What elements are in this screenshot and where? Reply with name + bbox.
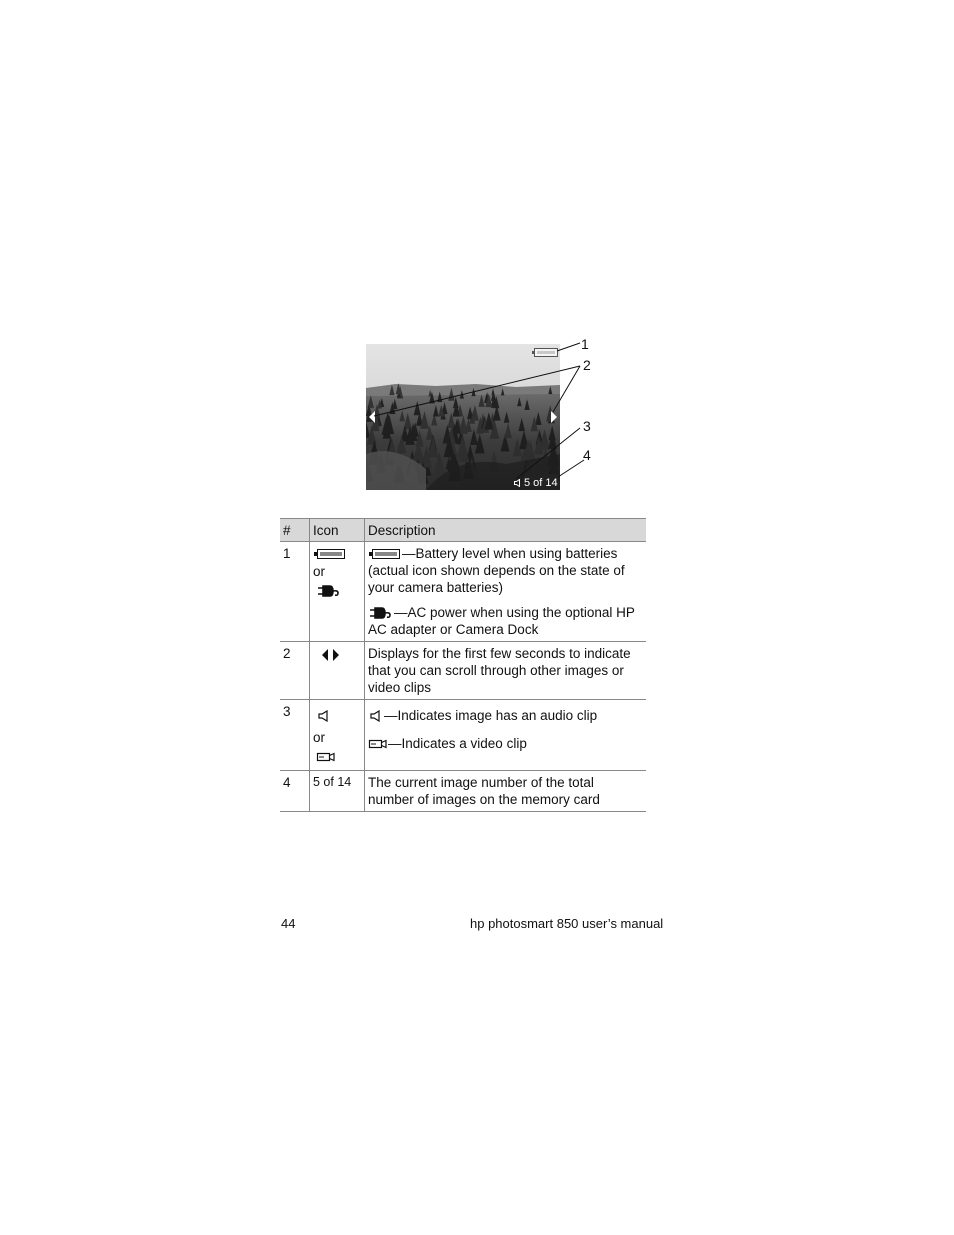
- row-icons: [310, 700, 365, 771]
- callout-3: 3: [583, 418, 591, 434]
- table-row: [280, 700, 646, 771]
- row-number: 3: [280, 700, 310, 771]
- row-icons: [310, 542, 365, 642]
- row-description: Displays for the first few seconds to indicate that you can scroll through other images or video clips: [365, 642, 647, 700]
- callout-2: 2: [583, 357, 591, 373]
- callout-4: 4: [583, 447, 591, 463]
- or-label: or: [313, 730, 326, 745]
- icon-legend-table: [280, 518, 646, 812]
- right-arrow-icon: [333, 649, 339, 661]
- table-row: [280, 642, 646, 700]
- table-row: [280, 771, 646, 812]
- row-icon-text: 5 of 14: [310, 771, 365, 812]
- row-description: —Battery level when using batteries (actual icon shown depends on the state of your camera batteries) —AC power when using the optional HP AC adapter or Camera Dock: [365, 542, 647, 642]
- header-icon: Icon: [310, 519, 365, 542]
- left-arrow-icon: [322, 649, 328, 661]
- video-camera-icon: [368, 738, 388, 750]
- callout-1: 1: [581, 336, 589, 352]
- header-description: Description: [365, 519, 647, 542]
- video-camera-icon: [316, 751, 336, 763]
- ac-power-plug-icon: [368, 606, 394, 620]
- row-number: 2: [280, 642, 310, 700]
- row-description: The current image number of the total number of images on the memory card: [365, 771, 647, 812]
- or-label: or: [313, 564, 326, 579]
- battery-icon: [372, 549, 400, 559]
- lcd-image-counter: 5 of 14: [524, 477, 558, 489]
- manual-title: hp photosmart 850 user’s manual: [470, 916, 664, 931]
- row-number: 1: [280, 542, 310, 642]
- row-icons: [310, 642, 365, 700]
- table-row: [280, 542, 646, 642]
- header-number: #: [280, 519, 310, 542]
- ac-power-plug-icon: [317, 584, 341, 598]
- table-header-row: [280, 519, 646, 542]
- speaker-icon: [318, 710, 332, 722]
- speaker-icon: [370, 710, 384, 722]
- row-number: 4: [280, 771, 310, 812]
- battery-icon: [317, 549, 345, 559]
- page-number: 44: [281, 916, 296, 931]
- row-description: —Indicates image has an audio clip —Indicates a video clip: [365, 700, 647, 771]
- left-right-arrows-icon: [319, 648, 343, 662]
